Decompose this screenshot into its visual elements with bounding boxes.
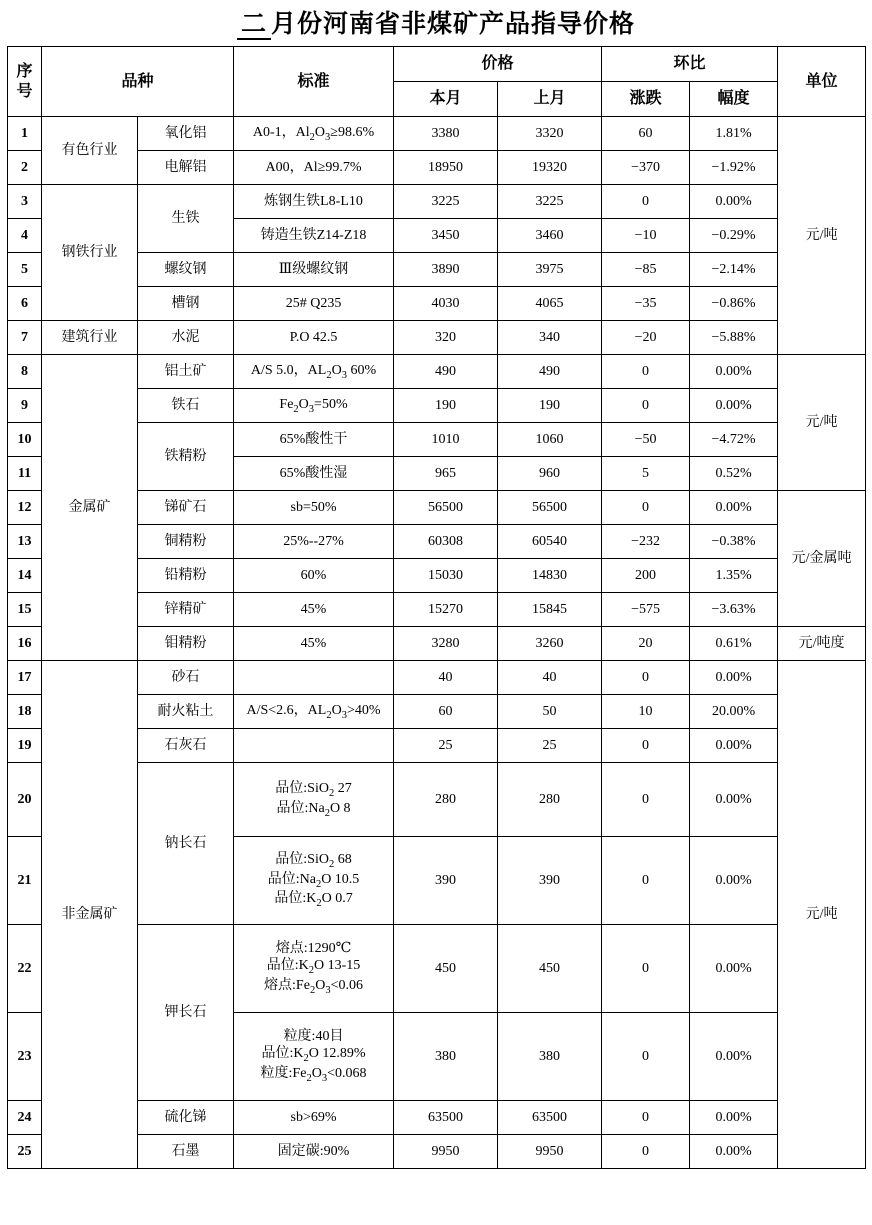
cell-this-month: 280 <box>394 763 498 837</box>
cell-change: 5 <box>602 457 690 491</box>
cell-change: 200 <box>602 559 690 593</box>
cell-standard: 65%酸性湿 <box>234 457 394 491</box>
cell-last-month: 490 <box>498 355 602 389</box>
cell-seq: 14 <box>8 559 42 593</box>
header-price-group: 价格 <box>394 47 602 82</box>
cell-this-month: 965 <box>394 457 498 491</box>
cell-this-month: 1010 <box>394 423 498 457</box>
cell-kind: 铜精粉 <box>138 525 234 559</box>
table-body <box>8 117 866 1169</box>
cell-seq: 7 <box>8 321 42 355</box>
cell-unit: 元/吨 <box>778 117 866 355</box>
cell-rate: 0.00% <box>690 837 778 925</box>
cell-kind: 水泥 <box>138 321 234 355</box>
cell-this-month: 63500 <box>394 1101 498 1135</box>
cell-last-month: 9950 <box>498 1135 602 1169</box>
cell-last-month: 960 <box>498 457 602 491</box>
cell-unit: 元/吨 <box>778 661 866 1169</box>
header-unit: 单位 <box>778 47 866 117</box>
cell-this-month: 390 <box>394 837 498 925</box>
cell-seq: 25 <box>8 1135 42 1169</box>
cell-rate: −0.29% <box>690 219 778 253</box>
cell-change: 0 <box>602 837 690 925</box>
cell-seq: 3 <box>8 185 42 219</box>
cell-change: 0 <box>602 1135 690 1169</box>
cell-rate: 0.00% <box>690 763 778 837</box>
cell-seq: 8 <box>8 355 42 389</box>
cell-standard: A0-1，$Al_2O_3\ge 98.6\%$ <box>234 117 394 151</box>
header-change: 涨跌 <box>602 82 690 117</box>
cell-standard: P.O 42.5 <box>234 321 394 355</box>
cell-seq: 22 <box>8 925 42 1013</box>
cell-rate: 0.00% <box>690 729 778 763</box>
cell-last-month: 14830 <box>498 559 602 593</box>
cell-last-month: 50 <box>498 695 602 729</box>
table-row <box>8 321 866 355</box>
cell-last-month: 63500 <box>498 1101 602 1135</box>
cell-this-month: 15270 <box>394 593 498 627</box>
header-row-1 <box>8 47 866 82</box>
cell-seq: 11 <box>8 457 42 491</box>
cell-standard: $Fe_2O_3=50\%$ <box>234 389 394 423</box>
cell-seq: 12 <box>8 491 42 525</box>
cell-standard <box>234 729 394 763</box>
cell-rate: 0.00% <box>690 1013 778 1101</box>
cell-this-month: 60 <box>394 695 498 729</box>
cell-change: 0 <box>602 355 690 389</box>
cell-standard: A/S 5.0，$AL_2O_3$ 60% <box>234 355 394 389</box>
cell-rate: 0.61% <box>690 627 778 661</box>
cell-last-month: 280 <box>498 763 602 837</box>
cell-kind: 锑矿石 <box>138 491 234 525</box>
cell-last-month: 3260 <box>498 627 602 661</box>
cell-last-month: 3225 <box>498 185 602 219</box>
cell-change: 60 <box>602 117 690 151</box>
cell-kind: 生铁 <box>138 185 234 253</box>
cell-this-month: 3280 <box>394 627 498 661</box>
cell-kind: 锌精矿 <box>138 593 234 627</box>
cell-change: −35 <box>602 287 690 321</box>
cell-rate: 1.35% <box>690 559 778 593</box>
cell-last-month: 40 <box>498 661 602 695</box>
cell-unit: 元/吨 <box>778 355 866 491</box>
cell-kind: 铝土矿 <box>138 355 234 389</box>
cell-kind: 铁石 <box>138 389 234 423</box>
cell-kind: 石墨 <box>138 1135 234 1169</box>
cell-standard: 45% <box>234 593 394 627</box>
cell-change: −370 <box>602 151 690 185</box>
cell-rate: 0.00% <box>690 1101 778 1135</box>
cell-kind: 砂石 <box>138 661 234 695</box>
header-standard: 标准 <box>234 47 394 117</box>
cell-rate: −1.92% <box>690 151 778 185</box>
cell-change: −20 <box>602 321 690 355</box>
cell-rate: −0.38% <box>690 525 778 559</box>
header-chain-group: 环比 <box>602 47 778 82</box>
title-text: 月份河南省非煤矿产品指导价格 <box>271 11 636 38</box>
cell-standard: A00，Al≥99.7% <box>234 151 394 185</box>
cell-change: 0 <box>602 763 690 837</box>
cell-change: 0 <box>602 729 690 763</box>
cell-industry-steel: 钢铁行业 <box>42 185 138 321</box>
cell-rate: 0.00% <box>690 389 778 423</box>
cell-change: 10 <box>602 695 690 729</box>
cell-change: 20 <box>602 627 690 661</box>
cell-seq: 4 <box>8 219 42 253</box>
cell-industry-metal-ore: 金属矿 <box>42 355 138 661</box>
cell-rate: 0.00% <box>690 925 778 1013</box>
cell-kind: 螺纹钢 <box>138 253 234 287</box>
cell-kind: 硫化锑 <box>138 1101 234 1135</box>
header-kind: 品种 <box>42 47 234 117</box>
header-this-month: 本月 <box>394 82 498 117</box>
cell-last-month: 4065 <box>498 287 602 321</box>
cell-seq: 18 <box>8 695 42 729</box>
cell-last-month: 340 <box>498 321 602 355</box>
cell-last-month: 390 <box>498 837 602 925</box>
cell-change: −50 <box>602 423 690 457</box>
cell-seq: 9 <box>8 389 42 423</box>
cell-seq: 15 <box>8 593 42 627</box>
cell-standard: 品位:SiO$_2$ 27 品位$:Na_2O$ 8 <box>234 763 394 837</box>
cell-this-month: 190 <box>394 389 498 423</box>
cell-rate: 20.00% <box>690 695 778 729</box>
cell-standard: 65%酸性干 <box>234 423 394 457</box>
price-table <box>7 46 866 1169</box>
cell-rate: 0.00% <box>690 185 778 219</box>
title-month: 二 <box>237 11 271 40</box>
cell-standard: 25# Q235 <box>234 287 394 321</box>
cell-rate: −4.72% <box>690 423 778 457</box>
cell-last-month: 25 <box>498 729 602 763</box>
cell-seq: 5 <box>8 253 42 287</box>
cell-industry-construction: 建筑行业 <box>42 321 138 355</box>
cell-standard: sb=50% <box>234 491 394 525</box>
cell-seq: 10 <box>8 423 42 457</box>
cell-rate: −5.88% <box>690 321 778 355</box>
cell-last-month: 3975 <box>498 253 602 287</box>
cell-standard: Ⅲ级螺纹钢 <box>234 253 394 287</box>
header-seq: 序号 <box>8 47 42 117</box>
cell-kind: 氧化铝 <box>138 117 234 151</box>
cell-standard: 铸造生铁Z14-Z18 <box>234 219 394 253</box>
cell-this-month: 3380 <box>394 117 498 151</box>
cell-seq: 1 <box>8 117 42 151</box>
table-row <box>8 117 866 151</box>
cell-standard: 固定碳:90% <box>234 1135 394 1169</box>
cell-unit: 元/吨度 <box>778 627 866 661</box>
cell-kind: 钼精粉 <box>138 627 234 661</box>
cell-standard: 熔点:1290℃ 品位$:K_2O$ 13-15 熔点$:Fe_2O_3<0.06$ <box>234 925 394 1013</box>
cell-standard: 粒度:40目 品位$:K_2O$ 12.89% 粒度$:Fe_2O_3<0.068$ <box>234 1013 394 1101</box>
cell-last-month: 190 <box>498 389 602 423</box>
cell-rate: 0.00% <box>690 491 778 525</box>
cell-this-month: 320 <box>394 321 498 355</box>
cell-rate: −2.14% <box>690 253 778 287</box>
cell-standard: 炼钢生铁L8-L10 <box>234 185 394 219</box>
cell-kind: 石灰石 <box>138 729 234 763</box>
cell-this-month: 25 <box>394 729 498 763</box>
cell-rate: −3.63% <box>690 593 778 627</box>
page-title <box>0 0 872 46</box>
table-row <box>8 355 866 389</box>
cell-this-month: 15030 <box>394 559 498 593</box>
cell-standard <box>234 661 394 695</box>
cell-standard: 60% <box>234 559 394 593</box>
cell-rate: 1.81% <box>690 117 778 151</box>
cell-standard: A/S<2.6，$AL_2O_3>40\%$ <box>234 695 394 729</box>
cell-standard: 25%--27% <box>234 525 394 559</box>
cell-last-month: 56500 <box>498 491 602 525</box>
cell-this-month: 380 <box>394 1013 498 1101</box>
cell-unit: 元/金属吨 <box>778 491 866 627</box>
cell-this-month: 4030 <box>394 287 498 321</box>
cell-change: 0 <box>602 185 690 219</box>
cell-standard: 45% <box>234 627 394 661</box>
cell-kind: 电解铝 <box>138 151 234 185</box>
cell-seq: 13 <box>8 525 42 559</box>
cell-seq: 20 <box>8 763 42 837</box>
cell-seq: 2 <box>8 151 42 185</box>
cell-last-month: 15845 <box>498 593 602 627</box>
cell-seq: 6 <box>8 287 42 321</box>
cell-last-month: 450 <box>498 925 602 1013</box>
cell-change: 0 <box>602 491 690 525</box>
cell-seq: 24 <box>8 1101 42 1135</box>
cell-rate: 0.00% <box>690 355 778 389</box>
cell-rate: −0.86% <box>690 287 778 321</box>
cell-rate: 0.00% <box>690 1135 778 1169</box>
cell-this-month: 490 <box>394 355 498 389</box>
cell-this-month: 3890 <box>394 253 498 287</box>
cell-change: 0 <box>602 925 690 1013</box>
cell-change: 0 <box>602 1101 690 1135</box>
cell-change: 0 <box>602 661 690 695</box>
cell-last-month: 3460 <box>498 219 602 253</box>
cell-kind: 耐火粘土 <box>138 695 234 729</box>
table-row <box>8 661 866 695</box>
cell-this-month: 18950 <box>394 151 498 185</box>
cell-kind: 铅精粉 <box>138 559 234 593</box>
cell-seq: 23 <box>8 1013 42 1101</box>
cell-seq: 17 <box>8 661 42 695</box>
cell-this-month: 3450 <box>394 219 498 253</box>
cell-kind: 槽钢 <box>138 287 234 321</box>
cell-seq: 16 <box>8 627 42 661</box>
cell-last-month: 3320 <box>498 117 602 151</box>
cell-kind: 钠长石 <box>138 763 234 925</box>
cell-change: −232 <box>602 525 690 559</box>
cell-change: −85 <box>602 253 690 287</box>
cell-kind: 钾长石 <box>138 925 234 1101</box>
cell-rate: 0.00% <box>690 661 778 695</box>
cell-kind: 铁精粉 <box>138 423 234 491</box>
cell-change: −575 <box>602 593 690 627</box>
header-rate: 幅度 <box>690 82 778 117</box>
table-row <box>8 185 866 219</box>
cell-standard: sb>69% <box>234 1101 394 1135</box>
header-last-month: 上月 <box>498 82 602 117</box>
cell-last-month: 380 <box>498 1013 602 1101</box>
cell-rate: 0.52% <box>690 457 778 491</box>
cell-industry-nonferrous: 有色行业 <box>42 117 138 185</box>
table-head <box>8 47 866 117</box>
cell-seq: 19 <box>8 729 42 763</box>
cell-this-month: 56500 <box>394 491 498 525</box>
cell-industry-nonmetal-ore: 非金属矿 <box>42 661 138 1169</box>
cell-change: 0 <box>602 389 690 423</box>
cell-this-month: 3225 <box>394 185 498 219</box>
cell-standard: 品位:SiO$_2$ 68 品位$:Na_2O$ 10.5 品位$:K_2O$ 0.7 <box>234 837 394 925</box>
cell-last-month: 1060 <box>498 423 602 457</box>
cell-change: 0 <box>602 1013 690 1101</box>
cell-this-month: 40 <box>394 661 498 695</box>
cell-this-month: 60308 <box>394 525 498 559</box>
cell-change: −10 <box>602 219 690 253</box>
cell-seq: 21 <box>8 837 42 925</box>
cell-this-month: 450 <box>394 925 498 1013</box>
cell-last-month: 19320 <box>498 151 602 185</box>
cell-this-month: 9950 <box>394 1135 498 1169</box>
cell-last-month: 60540 <box>498 525 602 559</box>
